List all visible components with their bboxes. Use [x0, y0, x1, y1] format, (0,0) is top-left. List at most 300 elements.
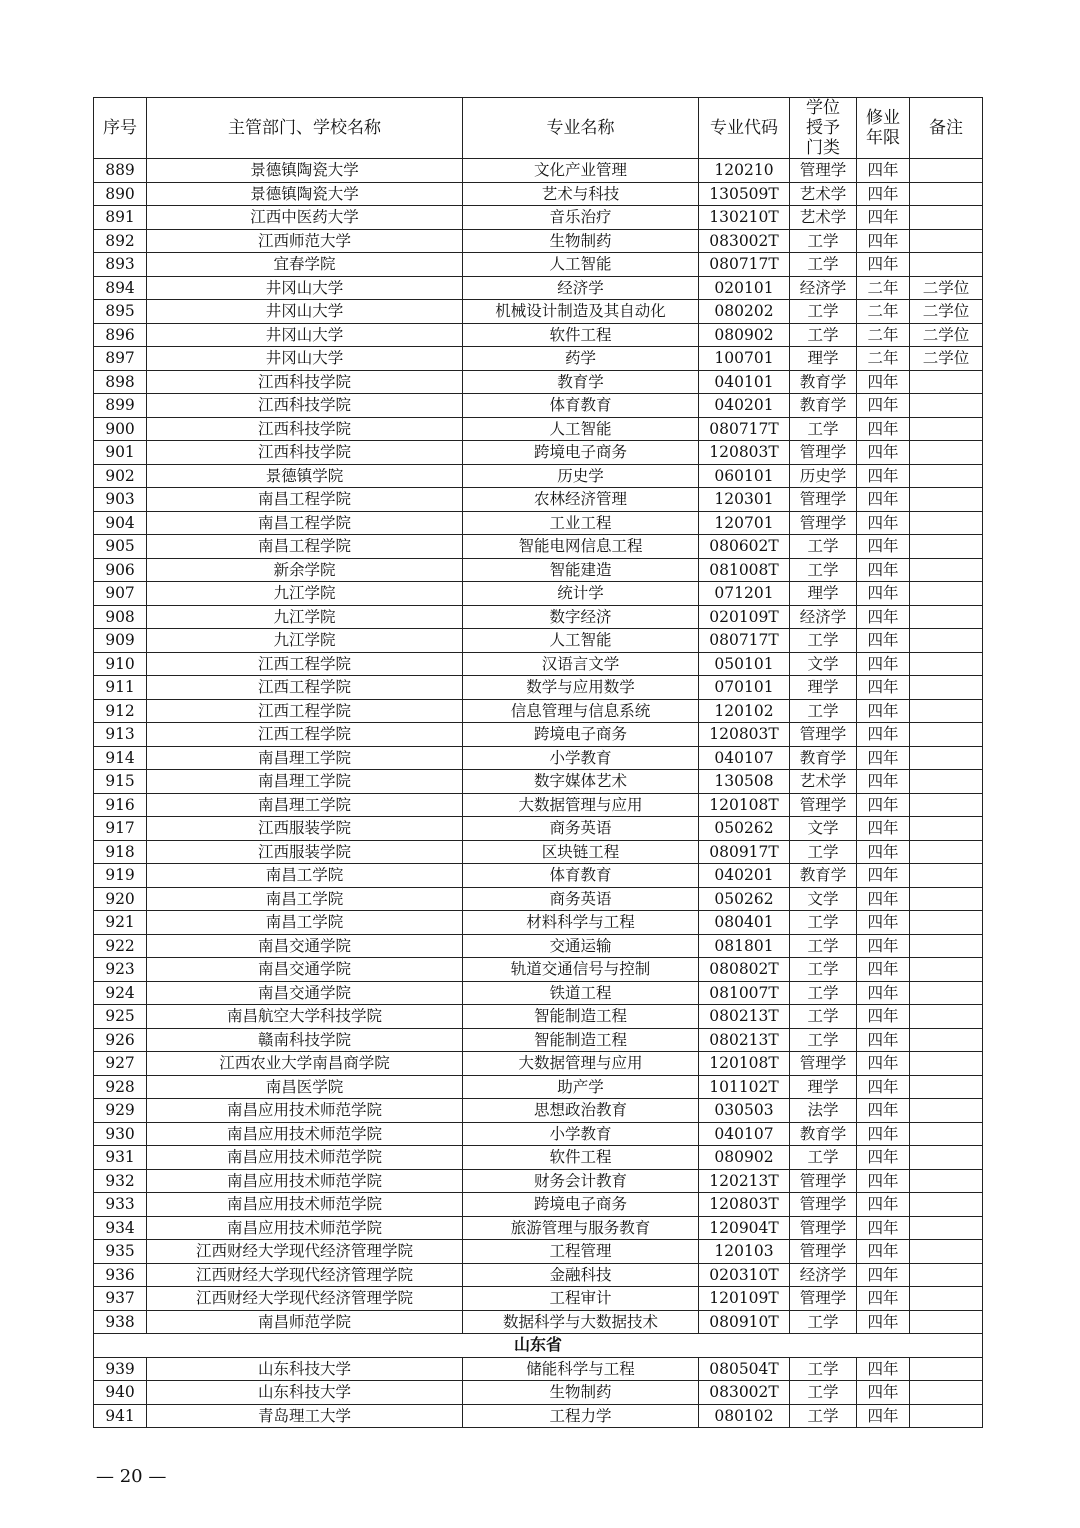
cell-school: 宜春学院 — [147, 253, 463, 277]
cell-major: 艺术与科技 — [463, 182, 699, 206]
cell-major: 工业工程 — [463, 511, 699, 535]
cell-years: 四年 — [857, 417, 910, 441]
table-row — [94, 582, 983, 606]
cell-years: 四年 — [857, 253, 910, 277]
cell-school: 江西科技学院 — [147, 417, 463, 441]
cell-note — [910, 887, 983, 911]
cell-degree: 艺术学 — [790, 770, 857, 794]
cell-seq: 921 — [94, 911, 147, 935]
cell-years: 四年 — [857, 535, 910, 559]
cell-degree: 工学 — [790, 629, 857, 653]
cell-seq: 903 — [94, 488, 147, 512]
cell-school: 南昌应用技术师范学院 — [147, 1193, 463, 1217]
cell-seq: 889 — [94, 159, 147, 183]
cell-seq: 941 — [94, 1404, 147, 1428]
table-row — [94, 676, 983, 700]
cell-degree: 工学 — [790, 253, 857, 277]
cell-degree: 管理学 — [790, 723, 857, 747]
cell-note — [910, 1357, 983, 1381]
cell-school: 井冈山大学 — [147, 276, 463, 300]
cell-degree: 工学 — [790, 1146, 857, 1170]
cell-seq: 893 — [94, 253, 147, 277]
cell-school: 南昌医学院 — [147, 1075, 463, 1099]
cell-years: 四年 — [857, 159, 910, 183]
cell-seq: 898 — [94, 370, 147, 394]
table-row — [94, 511, 983, 535]
cell-seq: 922 — [94, 934, 147, 958]
cell-school: 江西工程学院 — [147, 652, 463, 676]
table-row — [94, 370, 983, 394]
cell-code: 120701 — [699, 511, 790, 535]
cell-degree: 工学 — [790, 417, 857, 441]
cell-code: 120108T — [699, 793, 790, 817]
table-row — [94, 840, 983, 864]
cell-years: 二年 — [857, 347, 910, 371]
cell-school: 南昌应用技术师范学院 — [147, 1169, 463, 1193]
cell-school: 南昌交通学院 — [147, 981, 463, 1005]
table-row — [94, 535, 983, 559]
cell-school: 山东科技大学 — [147, 1357, 463, 1381]
cell-years: 四年 — [857, 394, 910, 418]
cell-degree: 管理学 — [790, 1052, 857, 1076]
cell-degree: 教育学 — [790, 1122, 857, 1146]
cell-major: 体育教育 — [463, 394, 699, 418]
cell-code: 081008T — [699, 558, 790, 582]
cell-seq: 895 — [94, 300, 147, 324]
cell-note — [910, 253, 983, 277]
table-row — [94, 817, 983, 841]
cell-degree: 工学 — [790, 1357, 857, 1381]
cell-seq: 927 — [94, 1052, 147, 1076]
cell-degree: 文学 — [790, 817, 857, 841]
cell-major: 轨道交通信号与控制 — [463, 958, 699, 982]
cell-note — [910, 1381, 983, 1405]
cell-school: 景德镇学院 — [147, 464, 463, 488]
cell-school: 新余学院 — [147, 558, 463, 582]
cell-years: 四年 — [857, 958, 910, 982]
cell-note — [910, 676, 983, 700]
cell-years: 四年 — [857, 864, 910, 888]
cell-years: 四年 — [857, 1193, 910, 1217]
cell-years: 四年 — [857, 511, 910, 535]
cell-seq: 909 — [94, 629, 147, 653]
table-row — [94, 441, 983, 465]
cell-major: 跨境电子商务 — [463, 441, 699, 465]
header-degree-text: 学位授予门类 — [806, 98, 840, 158]
cell-years: 四年 — [857, 1146, 910, 1170]
cell-seq: 931 — [94, 1146, 147, 1170]
cell-years: 四年 — [857, 746, 910, 770]
cell-degree: 工学 — [790, 323, 857, 347]
table-row — [94, 793, 983, 817]
cell-seq: 905 — [94, 535, 147, 559]
cell-note — [910, 1122, 983, 1146]
cell-seq: 897 — [94, 347, 147, 371]
cell-major: 人工智能 — [463, 629, 699, 653]
cell-major: 药学 — [463, 347, 699, 371]
cell-note — [910, 394, 983, 418]
cell-years: 四年 — [857, 1240, 910, 1264]
table-row — [94, 1240, 983, 1264]
table-row — [94, 746, 983, 770]
cell-major: 智能制造工程 — [463, 1028, 699, 1052]
cell-code: 080902 — [699, 1146, 790, 1170]
cell-degree: 工学 — [790, 934, 857, 958]
table-row — [94, 394, 983, 418]
cell-school: 山东科技大学 — [147, 1381, 463, 1405]
cell-seq: 937 — [94, 1287, 147, 1311]
cell-note — [910, 488, 983, 512]
cell-years: 四年 — [857, 1169, 910, 1193]
cell-code: 080102 — [699, 1404, 790, 1428]
cell-school: 井冈山大学 — [147, 323, 463, 347]
cell-code: 070101 — [699, 676, 790, 700]
cell-note — [910, 746, 983, 770]
cell-code: 080717T — [699, 629, 790, 653]
cell-seq: 938 — [94, 1310, 147, 1334]
cell-years: 四年 — [857, 1028, 910, 1052]
cell-seq: 890 — [94, 182, 147, 206]
table-row — [94, 1099, 983, 1123]
cell-school: 江西工程学院 — [147, 676, 463, 700]
table-row — [94, 723, 983, 747]
cell-years: 四年 — [857, 934, 910, 958]
cell-school: 南昌工程学院 — [147, 488, 463, 512]
table-row — [94, 958, 983, 982]
cell-seq: 940 — [94, 1381, 147, 1405]
table-row — [94, 887, 983, 911]
cell-code: 020310T — [699, 1263, 790, 1287]
cell-school: 南昌应用技术师范学院 — [147, 1122, 463, 1146]
cell-major: 统计学 — [463, 582, 699, 606]
cell-seq: 896 — [94, 323, 147, 347]
cell-code: 120213T — [699, 1169, 790, 1193]
cell-code: 083002T — [699, 229, 790, 253]
cell-note — [910, 1193, 983, 1217]
cell-school: 江西工程学院 — [147, 699, 463, 723]
province-label: 山东省 — [94, 1334, 983, 1358]
cell-major: 财务会计教育 — [463, 1169, 699, 1193]
cell-seq: 932 — [94, 1169, 147, 1193]
cell-years: 四年 — [857, 1310, 910, 1334]
cell-school: 南昌理工学院 — [147, 746, 463, 770]
cell-major: 人工智能 — [463, 417, 699, 441]
cell-note — [910, 1028, 983, 1052]
cell-major: 智能制造工程 — [463, 1005, 699, 1029]
cell-years: 四年 — [857, 441, 910, 465]
cell-major: 信息管理与信息系统 — [463, 699, 699, 723]
cell-note — [910, 1005, 983, 1029]
cell-note — [910, 582, 983, 606]
cell-years: 四年 — [857, 911, 910, 935]
cell-major: 金融科技 — [463, 1263, 699, 1287]
cell-seq: 912 — [94, 699, 147, 723]
cell-note: 二学位 — [910, 323, 983, 347]
cell-code: 050262 — [699, 817, 790, 841]
cell-note — [910, 770, 983, 794]
cell-school: 南昌航空大学科技学院 — [147, 1005, 463, 1029]
cell-seq: 928 — [94, 1075, 147, 1099]
cell-major: 跨境电子商务 — [463, 723, 699, 747]
cell-degree: 艺术学 — [790, 206, 857, 230]
cell-degree: 管理学 — [790, 1216, 857, 1240]
cell-note — [910, 911, 983, 935]
cell-degree: 管理学 — [790, 511, 857, 535]
cell-note — [910, 840, 983, 864]
cell-seq: 923 — [94, 958, 147, 982]
cell-code: 020101 — [699, 276, 790, 300]
cell-years: 四年 — [857, 558, 910, 582]
table-row — [94, 464, 983, 488]
cell-degree: 理学 — [790, 1075, 857, 1099]
cell-years: 四年 — [857, 605, 910, 629]
cell-degree: 管理学 — [790, 441, 857, 465]
table-row — [94, 629, 983, 653]
cell-major: 机械设计制造及其自动化 — [463, 300, 699, 324]
cell-seq: 902 — [94, 464, 147, 488]
cell-major: 历史学 — [463, 464, 699, 488]
cell-degree: 工学 — [790, 300, 857, 324]
cell-school: 南昌交通学院 — [147, 934, 463, 958]
table-row — [94, 159, 983, 183]
cell-note — [910, 370, 983, 394]
cell-seq: 914 — [94, 746, 147, 770]
table-row — [94, 1357, 983, 1381]
cell-seq: 910 — [94, 652, 147, 676]
cell-code: 050101 — [699, 652, 790, 676]
cell-major: 智能电网信息工程 — [463, 535, 699, 559]
cell-note — [910, 699, 983, 723]
cell-seq: 917 — [94, 817, 147, 841]
cell-major: 数字媒体艺术 — [463, 770, 699, 794]
cell-school: 南昌师范学院 — [147, 1310, 463, 1334]
cell-code: 080401 — [699, 911, 790, 935]
cell-note — [910, 1310, 983, 1334]
cell-major: 助产学 — [463, 1075, 699, 1099]
cell-years: 二年 — [857, 276, 910, 300]
cell-code: 060101 — [699, 464, 790, 488]
cell-seq: 918 — [94, 840, 147, 864]
cell-note — [910, 417, 983, 441]
header-years — [857, 98, 910, 159]
cell-major: 大数据管理与应用 — [463, 1052, 699, 1076]
cell-seq: 926 — [94, 1028, 147, 1052]
cell-seq: 906 — [94, 558, 147, 582]
cell-degree: 管理学 — [790, 159, 857, 183]
cell-note — [910, 1075, 983, 1099]
cell-years: 四年 — [857, 1122, 910, 1146]
table-body-province — [94, 1334, 983, 1358]
cell-major: 体育教育 — [463, 864, 699, 888]
cell-degree: 教育学 — [790, 370, 857, 394]
cell-years: 四年 — [857, 1381, 910, 1405]
cell-school: 南昌工程学院 — [147, 511, 463, 535]
cell-major: 旅游管理与服务教育 — [463, 1216, 699, 1240]
cell-school: 九江学院 — [147, 582, 463, 606]
cell-degree: 理学 — [790, 676, 857, 700]
cell-degree: 工学 — [790, 1028, 857, 1052]
cell-note — [910, 1263, 983, 1287]
header-major: 专业名称 — [463, 98, 699, 159]
cell-note — [910, 1146, 983, 1170]
cell-note — [910, 723, 983, 747]
cell-years: 四年 — [857, 840, 910, 864]
cell-major: 储能科学与工程 — [463, 1357, 699, 1381]
cell-degree: 管理学 — [790, 1169, 857, 1193]
cell-note — [910, 206, 983, 230]
cell-code: 050262 — [699, 887, 790, 911]
header-note: 备注 — [910, 98, 983, 159]
cell-degree: 工学 — [790, 1310, 857, 1334]
table-row — [94, 182, 983, 206]
cell-degree: 教育学 — [790, 746, 857, 770]
cell-degree: 理学 — [790, 347, 857, 371]
cell-note — [910, 159, 983, 183]
cell-code: 120210 — [699, 159, 790, 183]
cell-major: 小学教育 — [463, 1122, 699, 1146]
header-school: 主管部门、学校名称 — [147, 98, 463, 159]
cell-seq: 935 — [94, 1240, 147, 1264]
table-body-jiangxi — [94, 159, 983, 1334]
cell-code: 080910T — [699, 1310, 790, 1334]
cell-major: 铁道工程 — [463, 981, 699, 1005]
cell-note — [910, 1052, 983, 1076]
cell-major: 智能建造 — [463, 558, 699, 582]
cell-code: 080902 — [699, 323, 790, 347]
cell-school: 江西服装学院 — [147, 840, 463, 864]
cell-years: 四年 — [857, 1357, 910, 1381]
cell-code: 081007T — [699, 981, 790, 1005]
cell-code: 083002T — [699, 1381, 790, 1405]
cell-degree: 管理学 — [790, 1193, 857, 1217]
cell-years: 四年 — [857, 582, 910, 606]
cell-major: 文化产业管理 — [463, 159, 699, 183]
cell-degree: 工学 — [790, 699, 857, 723]
cell-degree: 工学 — [790, 535, 857, 559]
cell-degree: 工学 — [790, 840, 857, 864]
table-row — [94, 770, 983, 794]
cell-seq: 899 — [94, 394, 147, 418]
cell-years: 四年 — [857, 887, 910, 911]
cell-seq: 933 — [94, 1193, 147, 1217]
cell-code: 120803T — [699, 723, 790, 747]
cell-years: 四年 — [857, 182, 910, 206]
cell-years: 四年 — [857, 488, 910, 512]
cell-note — [910, 441, 983, 465]
cell-seq: 900 — [94, 417, 147, 441]
cell-school: 南昌应用技术师范学院 — [147, 1146, 463, 1170]
table-header-row — [94, 98, 983, 159]
cell-note — [910, 934, 983, 958]
cell-major: 生物制药 — [463, 1381, 699, 1405]
cell-major: 农林经济管理 — [463, 488, 699, 512]
cell-school: 南昌应用技术师范学院 — [147, 1216, 463, 1240]
cell-code: 040101 — [699, 370, 790, 394]
cell-school: 景德镇陶瓷大学 — [147, 159, 463, 183]
header-years-text: 修业年限 — [866, 108, 900, 148]
table-row — [94, 864, 983, 888]
cell-seq: 894 — [94, 276, 147, 300]
table-row — [94, 206, 983, 230]
cell-school: 江西科技学院 — [147, 394, 463, 418]
cell-major: 商务英语 — [463, 887, 699, 911]
cell-note: 二学位 — [910, 276, 983, 300]
cell-code: 040201 — [699, 394, 790, 418]
cell-seq: 919 — [94, 864, 147, 888]
cell-degree: 艺术学 — [790, 182, 857, 206]
cell-seq: 913 — [94, 723, 147, 747]
cell-degree: 理学 — [790, 582, 857, 606]
table-row — [94, 417, 983, 441]
cell-years: 四年 — [857, 723, 910, 747]
cell-major: 材料科学与工程 — [463, 911, 699, 935]
cell-seq: 929 — [94, 1099, 147, 1123]
cell-degree: 工学 — [790, 981, 857, 1005]
cell-school: 南昌工学院 — [147, 911, 463, 935]
cell-note: 二学位 — [910, 347, 983, 371]
cell-years: 四年 — [857, 370, 910, 394]
cell-seq: 892 — [94, 229, 147, 253]
table-row — [94, 911, 983, 935]
cell-years: 四年 — [857, 1099, 910, 1123]
cell-seq: 904 — [94, 511, 147, 535]
cell-degree: 文学 — [790, 887, 857, 911]
cell-code: 120103 — [699, 1240, 790, 1264]
cell-school: 赣南科技学院 — [147, 1028, 463, 1052]
table-row — [94, 934, 983, 958]
cell-years: 四年 — [857, 229, 910, 253]
cell-note — [910, 981, 983, 1005]
cell-school: 南昌交通学院 — [147, 958, 463, 982]
cell-school: 江西师范大学 — [147, 229, 463, 253]
cell-code: 120102 — [699, 699, 790, 723]
cell-note — [910, 464, 983, 488]
table-row — [94, 1075, 983, 1099]
cell-major: 交通运输 — [463, 934, 699, 958]
cell-school: 江西农业大学南昌商学院 — [147, 1052, 463, 1076]
table-row — [94, 276, 983, 300]
cell-school: 江西财经大学现代经济管理学院 — [147, 1240, 463, 1264]
cell-seq: 936 — [94, 1263, 147, 1287]
cell-major: 经济学 — [463, 276, 699, 300]
cell-years: 四年 — [857, 1287, 910, 1311]
table-row — [94, 1122, 983, 1146]
cell-note — [910, 511, 983, 535]
cell-school: 九江学院 — [147, 629, 463, 653]
cell-years: 四年 — [857, 652, 910, 676]
cell-code: 100701 — [699, 347, 790, 371]
cell-code: 080602T — [699, 535, 790, 559]
cell-major: 跨境电子商务 — [463, 1193, 699, 1217]
cell-school: 井冈山大学 — [147, 300, 463, 324]
header-code: 专业代码 — [699, 98, 790, 159]
cell-major: 小学教育 — [463, 746, 699, 770]
cell-seq: 916 — [94, 793, 147, 817]
cell-degree: 历史学 — [790, 464, 857, 488]
cell-years: 四年 — [857, 629, 910, 653]
cell-code: 030503 — [699, 1099, 790, 1123]
cell-major: 工程力学 — [463, 1404, 699, 1428]
table-row — [94, 1005, 983, 1029]
cell-note — [910, 182, 983, 206]
cell-degree: 工学 — [790, 1404, 857, 1428]
cell-major: 大数据管理与应用 — [463, 793, 699, 817]
cell-degree: 经济学 — [790, 605, 857, 629]
cell-school: 井冈山大学 — [147, 347, 463, 371]
cell-seq: 901 — [94, 441, 147, 465]
cell-note — [910, 605, 983, 629]
table-row — [94, 1381, 983, 1405]
